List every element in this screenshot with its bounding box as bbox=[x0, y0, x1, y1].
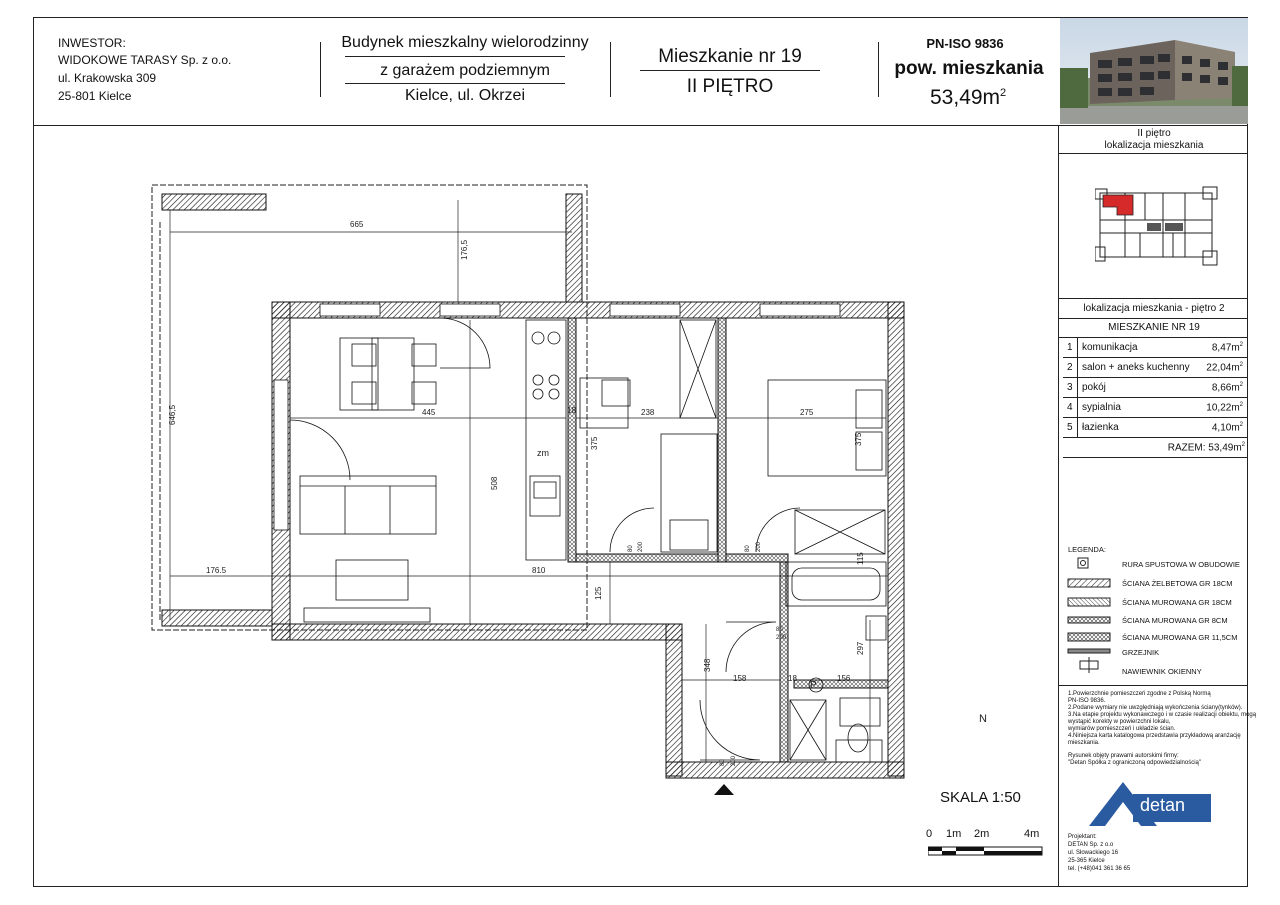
table-subtitle: MIESZKANIE NR 19 bbox=[1108, 322, 1200, 333]
logo-text: detan bbox=[1140, 795, 1186, 815]
header-sep-1 bbox=[320, 42, 321, 97]
room-area-sup: 2 bbox=[1239, 422, 1243, 428]
table-row bbox=[1063, 358, 1247, 378]
room-num: 4 bbox=[1067, 402, 1073, 413]
designer-line: tel. (+48)041 361 36 65 bbox=[1068, 866, 1131, 872]
table-row bbox=[1063, 398, 1247, 418]
dim-125: 125 bbox=[594, 586, 603, 600]
room-num: 1 bbox=[1067, 342, 1073, 353]
apartment-number: Mieszkanie nr 19 bbox=[658, 46, 802, 67]
investor-name: WIDOKOWE TARASY Sp. z o.o. bbox=[58, 53, 232, 67]
designer-block bbox=[1068, 833, 1130, 873]
room-name: komunikacja bbox=[1082, 342, 1138, 353]
cell-sep bbox=[1077, 378, 1078, 397]
sidebar-divider bbox=[1058, 125, 1059, 887]
legend-item: ŚCIANA MUROWANA GR 8CM bbox=[1122, 616, 1228, 625]
table-row bbox=[1063, 378, 1247, 398]
location-divider bbox=[1058, 153, 1248, 154]
dim-200-c: 200 bbox=[776, 635, 787, 641]
room-area-sup: 2 bbox=[1239, 402, 1243, 408]
building-underline1 bbox=[345, 56, 565, 57]
parking-label: P bbox=[810, 680, 817, 691]
header-sep-2 bbox=[610, 42, 611, 97]
cell-sep bbox=[1077, 418, 1078, 437]
room-area-text: 4,10m bbox=[1211, 422, 1240, 434]
note-line: 1.Powierzchnie pomieszczeń zgodne z Polską Normą bbox=[1068, 691, 1211, 697]
cell-sep bbox=[1077, 358, 1078, 377]
dim-665: 665 bbox=[350, 220, 364, 229]
dim-238: 238 bbox=[641, 408, 655, 417]
dim-115: 115 bbox=[856, 552, 865, 565]
dim-810: 810 bbox=[532, 566, 546, 575]
room-area-text: 8,66m bbox=[1211, 382, 1240, 394]
norm-label: PN-ISO 9836 bbox=[926, 36, 1004, 51]
area-label: pow. mieszkania bbox=[894, 58, 1044, 79]
scale-tick-2m: 2m bbox=[974, 828, 990, 840]
legend-item: ŚCIANA ŻELBETOWA GR 18CM bbox=[1122, 579, 1233, 588]
total-text: RAZEM: 53,49m bbox=[1167, 442, 1242, 454]
dim-176-5-b: 176.5 bbox=[206, 566, 227, 575]
legend-item: GRZEJNIK bbox=[1122, 648, 1160, 657]
table-total bbox=[1168, 442, 1245, 453]
note-line: 3.Na etapie projektu wykonawczego i w czasie realizacji obiektu, mogą bbox=[1068, 712, 1257, 718]
room-area-sup: 2 bbox=[1239, 362, 1243, 368]
room-num: 5 bbox=[1067, 422, 1073, 433]
scale-tick-4m: 4m bbox=[1024, 828, 1040, 840]
dim-156: 156 bbox=[837, 674, 851, 683]
room-num: 3 bbox=[1067, 382, 1073, 393]
room-area bbox=[1212, 422, 1243, 433]
room-area-text: 22,04m bbox=[1206, 362, 1240, 374]
room-name: łazienka bbox=[1082, 422, 1119, 433]
dim-375-b: 375 bbox=[854, 432, 863, 446]
room-name: sypialnia bbox=[1082, 402, 1121, 413]
dim-18-b: 18 bbox=[788, 674, 797, 683]
note-line: PN-ISO 9836. bbox=[1068, 698, 1106, 704]
building-underline2 bbox=[345, 83, 565, 84]
legend-title: LEGENDA: bbox=[1068, 545, 1106, 554]
cell-sep bbox=[1077, 398, 1078, 417]
floor-plan bbox=[140, 180, 930, 800]
dim-348: 348 bbox=[703, 658, 712, 672]
building-line3: Kielce, ul. Okrzei bbox=[404, 87, 526, 104]
dim-80-d: 80 bbox=[720, 759, 726, 766]
dim-200-a: 200 bbox=[638, 541, 644, 552]
dim-445: 445 bbox=[422, 408, 436, 417]
room-area-text: 8,47m bbox=[1211, 342, 1240, 354]
zm-label: zm bbox=[537, 448, 549, 458]
area-value bbox=[930, 86, 1006, 110]
investor-label: INWESTOR: bbox=[58, 36, 126, 50]
dim-646-5: 646,5 bbox=[168, 404, 177, 425]
dim-80-b: 80 bbox=[745, 545, 751, 552]
dim-275: 275 bbox=[800, 408, 814, 417]
table-title-divider bbox=[1058, 318, 1248, 319]
room-name: salon + aneks kuchenny bbox=[1082, 362, 1190, 373]
legend-item: ŚCIANA MUROWANA GR 18CM bbox=[1122, 598, 1232, 607]
investor-city: 25-801 Kielce bbox=[58, 89, 132, 103]
room-num: 2 bbox=[1067, 362, 1073, 373]
scale-bar bbox=[928, 845, 1044, 857]
note-line: 2.Podane wymiary nie uwzględniają wykończenia ściany(tynków). bbox=[1068, 705, 1243, 711]
room-area-text: 10,22m bbox=[1206, 402, 1240, 414]
designer-line: ul. Słowackiego 16 bbox=[1068, 850, 1119, 856]
note-line: wymiarów pomieszczeń i układzie ścian. bbox=[1068, 726, 1176, 732]
note-line: 4.Niniejsza karta katalogowa przedstawia przykładową aranżację bbox=[1068, 733, 1241, 739]
table-title: lokalizacja mieszkania - piętro 2 bbox=[1083, 303, 1225, 314]
dim-200-b: 200 bbox=[756, 541, 762, 552]
dim-18: 18 bbox=[567, 406, 576, 415]
note-line: wystąpić korekty w powierzchni lokalu, bbox=[1068, 719, 1171, 725]
room-area bbox=[1212, 382, 1243, 393]
location-title1: II piętro bbox=[1137, 128, 1171, 139]
floor-label: II PIĘTRO bbox=[686, 76, 774, 97]
dim-508: 508 bbox=[490, 476, 499, 490]
header-divider bbox=[33, 125, 1248, 126]
dim-297: 297 bbox=[856, 641, 865, 655]
designer-line: 25-365 Kielce bbox=[1068, 858, 1105, 864]
copyright-block bbox=[1068, 753, 1201, 767]
legend-item: NAWIEWNIK OKIENNY bbox=[1122, 667, 1202, 676]
north-label: N bbox=[979, 713, 987, 725]
legend-item: RURA SPUSTOWA W OBUDOWIE bbox=[1122, 560, 1240, 569]
table-total-row bbox=[1063, 438, 1247, 458]
copyright-line: "Detan Spółka z ograniczoną odpowiedzialnością" bbox=[1068, 760, 1202, 766]
dim-200-d: 200 bbox=[731, 755, 737, 766]
location-title2: lokalizacja mieszkania bbox=[1104, 140, 1204, 151]
area-value-sup: 2 bbox=[1000, 87, 1007, 99]
notes-block bbox=[1068, 691, 1256, 747]
building-render-image bbox=[1060, 18, 1248, 124]
header-sep-3 bbox=[878, 42, 879, 97]
room-area bbox=[1212, 342, 1243, 353]
area-value-text: 53,49m bbox=[930, 86, 1001, 109]
room-area-sup: 2 bbox=[1239, 342, 1243, 348]
dim-158: 158 bbox=[733, 674, 747, 683]
room-area bbox=[1206, 402, 1243, 413]
room-area bbox=[1206, 362, 1243, 373]
notes-divider bbox=[1058, 685, 1248, 686]
cell-sep bbox=[1077, 338, 1078, 357]
dim-375: 375 bbox=[590, 436, 599, 450]
legend-item: ŚCIANA MUROWANA GR 11,5CM bbox=[1122, 633, 1238, 642]
legend-swatches bbox=[1066, 555, 1114, 675]
key-plan-image bbox=[1095, 185, 1220, 270]
copyright-line: Rysunek objęty prawami autorskimi firmy: bbox=[1068, 753, 1179, 759]
investor-street: ul. Krakowska 309 bbox=[58, 71, 157, 85]
table-row bbox=[1063, 418, 1247, 438]
scale-label: SKALA 1:50 bbox=[940, 789, 1021, 806]
designer-line: Projektant: bbox=[1068, 834, 1097, 840]
designer-line: DETAN Sp. z o.o bbox=[1068, 842, 1114, 848]
dim-80-c: 80 bbox=[776, 627, 783, 633]
table-top-border bbox=[1058, 298, 1248, 299]
scale-tick-0: 0 bbox=[926, 828, 933, 840]
table-row bbox=[1063, 338, 1247, 358]
room-name: pokój bbox=[1082, 382, 1106, 393]
scale-tick-1m: 1m bbox=[946, 828, 962, 840]
building-line1: Budynek mieszkalny wielorodzinny bbox=[341, 34, 589, 51]
building-line2: z garażem podziemnym bbox=[380, 62, 550, 79]
room-area-sup: 2 bbox=[1239, 382, 1243, 388]
note-line: mieszkania. bbox=[1068, 740, 1100, 746]
apartment-underline bbox=[640, 70, 820, 71]
dim-176-5: 176,5 bbox=[460, 239, 469, 260]
total-sup: 2 bbox=[1241, 442, 1245, 448]
dim-80-a: 80 bbox=[628, 545, 634, 552]
